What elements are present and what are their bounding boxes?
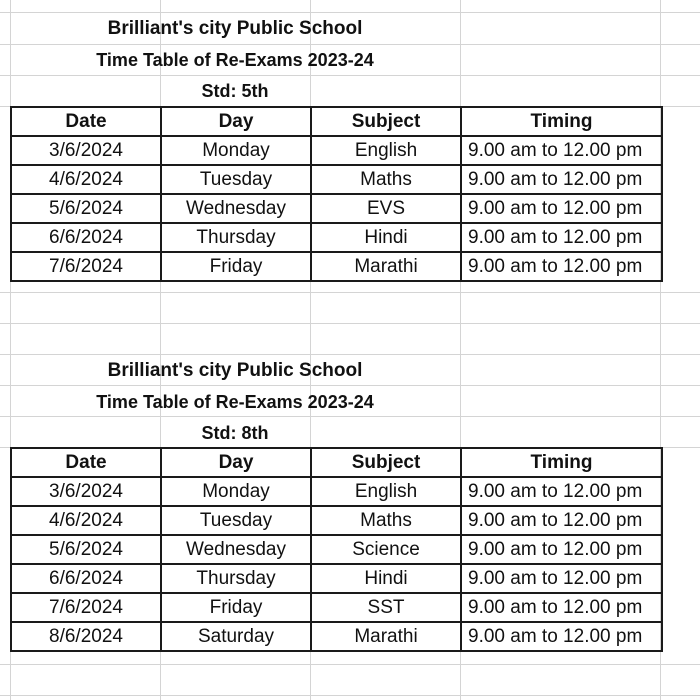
- header-day: Day: [161, 107, 311, 136]
- header-date: Date: [11, 107, 161, 136]
- cell-date: 5/6/2024: [11, 535, 161, 564]
- table-row: [11, 622, 662, 651]
- cell-date: 4/6/2024: [11, 506, 161, 535]
- cell-day: Wednesday: [161, 194, 311, 223]
- table-row: [11, 593, 662, 622]
- cell-day: Thursday: [161, 564, 311, 593]
- cell-day: Tuesday: [161, 506, 311, 535]
- cell-timing: 9.00 am to 12.00 pm: [461, 223, 662, 252]
- cell-date: 3/6/2024: [11, 136, 161, 165]
- cell-date: 5/6/2024: [11, 194, 161, 223]
- table-row: [11, 506, 662, 535]
- std-label: Std: 5th: [201, 81, 269, 101]
- cell-timing: 9.00 am to 12.00 pm: [461, 506, 662, 535]
- school-name: Brilliant's city Public School: [107, 18, 363, 39]
- cell-timing: 9.00 am to 12.00 pm: [461, 622, 662, 651]
- header-date: Date: [11, 448, 161, 477]
- cell-subject: Maths: [311, 506, 461, 535]
- cell-timing: 9.00 am to 12.00 pm: [461, 593, 662, 622]
- cell-subject: English: [311, 136, 461, 165]
- cell-date: 7/6/2024: [11, 252, 161, 281]
- school-name: Brilliant's city Public School: [107, 360, 363, 381]
- cell-subject: SST: [311, 593, 461, 622]
- timetable-title: Time Table of Re-Exams 2023-24: [96, 50, 374, 70]
- std-label: Std: 8th: [201, 423, 269, 443]
- table-row: [11, 194, 662, 223]
- cell-day: Friday: [161, 252, 311, 281]
- table-row: [11, 223, 662, 252]
- cell-date: 4/6/2024: [11, 165, 161, 194]
- header-timing: Timing: [461, 448, 662, 477]
- cell-subject: Science: [311, 535, 461, 564]
- cell-subject: Maths: [311, 165, 461, 194]
- table-row: [11, 252, 662, 281]
- table-header-row: [11, 448, 662, 477]
- cell-timing: 9.00 am to 12.00 pm: [461, 194, 662, 223]
- cell-day: Monday: [161, 477, 311, 506]
- cell-subject: Marathi: [311, 252, 461, 281]
- header-day: Day: [161, 448, 311, 477]
- header-subject: Subject: [311, 448, 461, 477]
- header-timing: Timing: [461, 107, 662, 136]
- cell-subject: English: [311, 477, 461, 506]
- cell-timing: 9.00 am to 12.00 pm: [461, 564, 662, 593]
- cell-subject: Hindi: [311, 564, 461, 593]
- cell-day: Friday: [161, 593, 311, 622]
- cell-day: Monday: [161, 136, 311, 165]
- cell-timing: 9.00 am to 12.00 pm: [461, 477, 662, 506]
- cell-day: Thursday: [161, 223, 311, 252]
- timetable-title: Time Table of Re-Exams 2023-24: [96, 392, 374, 412]
- cell-timing: 9.00 am to 12.00 pm: [461, 165, 662, 194]
- cell-date: 8/6/2024: [11, 622, 161, 651]
- header-subject: Subject: [311, 107, 461, 136]
- cell-day: Wednesday: [161, 535, 311, 564]
- table-row: [11, 136, 662, 165]
- cell-date: 3/6/2024: [11, 477, 161, 506]
- cell-subject: EVS: [311, 194, 461, 223]
- cell-date: 6/6/2024: [11, 223, 161, 252]
- timetable-std-8: [10, 447, 663, 652]
- table-row: [11, 535, 662, 564]
- cell-date: 6/6/2024: [11, 564, 161, 593]
- cell-subject: Hindi: [311, 223, 461, 252]
- cell-date: 7/6/2024: [11, 593, 161, 622]
- cell-timing: 9.00 am to 12.00 pm: [461, 535, 662, 564]
- timetable-std-5: [10, 106, 663, 282]
- table-header-row: [11, 107, 662, 136]
- table-row: [11, 564, 662, 593]
- cell-subject: Marathi: [311, 622, 461, 651]
- cell-day: Saturday: [161, 622, 311, 651]
- table-row: [11, 165, 662, 194]
- cell-day: Tuesday: [161, 165, 311, 194]
- table-row: [11, 477, 662, 506]
- cell-timing: 9.00 am to 12.00 pm: [461, 252, 662, 281]
- cell-timing: 9.00 am to 12.00 pm: [461, 136, 662, 165]
